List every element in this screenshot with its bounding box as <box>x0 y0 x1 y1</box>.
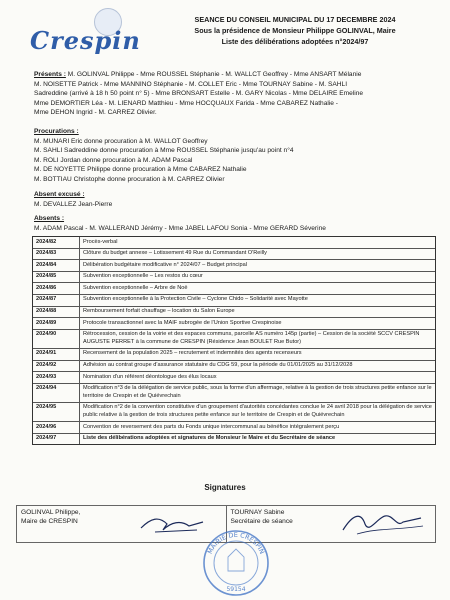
procuration-item: M. SAHLI Sadreddine donne procuration à Mme ROUSSEL Stéphanie jusqu'au point n°4 <box>34 147 294 154</box>
deliberation-number: 2024/82 <box>33 237 80 248</box>
deliberation-title: Remboursement forfait chauffage – location du Salon Europe <box>83 308 235 315</box>
presents-text: M. GOLINVAL Philippe - Mme ROUSSEL Stéphanie - M. WALLCT Geoffrey - Mme ANSART Mélanie <box>67 71 362 78</box>
deliberation-row <box>33 260 435 272</box>
procuration-item: M. ROLI Jordan donne procuration à M. ADAM Pascal <box>34 156 193 164</box>
stamp-code: 59154 <box>226 586 246 593</box>
absents-label: Absents : <box>34 215 65 222</box>
procuration-item: M. DE NOYETTE Philippe donne procuration à Mme CABAREZ Nathalie <box>34 166 247 173</box>
deliberation-row <box>33 307 435 319</box>
deliberation-number: 2024/85 <box>33 272 80 283</box>
stamp-emblem-icon <box>228 549 244 571</box>
mayor-role: Maire de CRESPIN <box>21 518 78 525</box>
excuse-section <box>34 190 434 209</box>
header-line-1: SEANCE DU CONSEIL MUNICIPAL DU 17 DECEMBRE 2024 <box>194 15 396 24</box>
deliberation-title: Recensement de la population 2025 – recrutement et indemnités des agents recenseurs <box>83 350 302 357</box>
presents-text: Mme DEHON Ingrid - M. CARREZ Olivier. <box>34 109 157 116</box>
deliberation-row <box>33 422 435 434</box>
deliberation-number: 2024/92 <box>33 361 80 372</box>
excuse-item: M. DEVALLEZ Jean-Pierre <box>34 200 113 208</box>
stamp-text: MAIRIE DE CRESPIN <box>205 530 267 556</box>
deliberation-title: Subvention exceptionnelle – Arbre de Noë <box>83 284 188 291</box>
absents-item: M. ADAM Pascal - M. WALLERAND Jérémy - Mme JABEL LAFOU Sonia - Mme GERARD Séverine <box>34 224 326 232</box>
deliberation-number: 2024/91 <box>33 349 80 360</box>
deliberation-title: Adhésion au contrat groupe d'assurance statutaire du CDG 59, pour la période du 01/01/2025 au 31/12/2028 <box>83 362 353 369</box>
signatures-title: Signatures <box>204 483 246 492</box>
deliberation-row <box>33 295 435 307</box>
deliberation-row <box>33 249 435 261</box>
deliberation-number: 2024/88 <box>33 307 80 318</box>
deliberation-title: Modification n°2 de la convention constitutive d'un groupement d'autorités concédantes conclue le 24 avril 2018 pour la délégation de service public relative à la gestion de trois structures petite enfance sur le territoire de Crespin et de Quiévrechain <box>83 404 432 418</box>
deliberation-row <box>33 237 435 249</box>
deliberation-number: 2024/96 <box>33 422 80 433</box>
deliberation-title: Liste des délibérations adoptées et signatures de Monsieur le Maire et du Secrétaire de séance <box>83 435 336 442</box>
deliberation-title: Rétrocession, cession de la voirie et des espaces communs, parcelle AS numéro 145p (partie) – Cession de la société SCCV CRESPIN AUGUSTE PERRET à la commune de CRESPIN (Résidence Jean BOULET Rue Butor) <box>83 331 420 345</box>
deliberation-row <box>33 372 435 384</box>
secretary-handwritten-signature <box>337 508 427 538</box>
deliberation-title: Nomination d'un référent déontologue des élus locaux <box>83 373 217 380</box>
deliberation-title: Subvention exceptionnelle – Les restos du cœur <box>83 273 203 280</box>
procuration-item: M. BOTTIAU Christophe donne procuration à M. CARREZ Olivier <box>34 175 225 183</box>
deliberation-number: 2024/86 <box>33 283 80 294</box>
deliberation-row <box>33 349 435 361</box>
deliberation-number: 2024/87 <box>33 295 80 306</box>
town-logo <box>14 6 141 55</box>
procurations-section <box>34 127 434 184</box>
deliberation-number: 2024/95 <box>33 403 80 421</box>
presents-section <box>34 70 434 118</box>
deliberation-title: Procès-verbal <box>83 238 118 245</box>
excuse-label: Absent excusé : <box>34 191 85 198</box>
presents-text: Mme DEMORTIER Léa - M. LIENARD Matthieu - Mme HOCQUAUX Farida - Mme CABAREZ Nathalie - <box>34 99 338 107</box>
presents-text: M. NOISETTE Patrick - Mme MANNINO Stéphanie - M. COLLET Eric - Mme TOURNAY Sabine - M. SAHLI <box>34 80 348 88</box>
deliberation-title: Délibération budgétaire modificative n° 2024/07 – Budget principal <box>83 261 247 268</box>
mayor-name: GOLINVAL Philippe, <box>21 509 81 516</box>
presents-label: Présents : <box>34 71 66 78</box>
absents-section <box>34 214 434 233</box>
procuration-item: M. MUNARI Eric donne procuration à M. WALLOT Geoffrey <box>34 137 208 145</box>
deliberation-number: 2024/84 <box>33 260 80 271</box>
logo-town-name: Crespin <box>30 26 141 55</box>
deliberation-title: Protocole transactionnel avec la MAIF subrogée de l'Union Sportive Crespinoise <box>83 319 282 326</box>
deliberation-row <box>33 384 435 403</box>
deliberation-title: Clôture du budget annexe – Lotissement 49 Rue du Commandant O'Reilly <box>83 250 267 257</box>
deliberation-row <box>33 361 435 373</box>
deliberation-number: 2024/90 <box>33 330 80 348</box>
deliberation-title: Convention de reversement des parts du Fonds unique intercommunal au bénéfice intégralement perçu <box>83 423 340 430</box>
header-line-2: Sous la présidence de Monsieur Philippe GOLINVAL, Maire <box>194 26 396 35</box>
procurations-label: Procurations : <box>34 128 79 135</box>
deliberation-title: Subvention exceptionnelle à la Protection Civile – Cyclone Chido – Solidarité avec Mayotte <box>83 296 308 303</box>
deliberation-row <box>33 330 435 349</box>
secretary-role: Secrétaire de séance <box>230 518 293 525</box>
deliberation-row <box>33 283 435 295</box>
deliberation-number: 2024/83 <box>33 249 80 260</box>
deliberation-row <box>33 403 435 422</box>
deliberations-table <box>32 236 436 445</box>
town-hall-stamp <box>200 527 272 599</box>
deliberation-row <box>33 434 435 445</box>
document-header <box>150 14 440 47</box>
mayor-handwritten-signature <box>137 510 207 536</box>
mayor-signature-cell <box>17 506 227 542</box>
svg-text:MAIRIE DE CRESPIN <box>206 531 266 555</box>
deliberation-number: 2024/93 <box>33 372 80 383</box>
deliberation-title: Modification n°3 de la délégation de service public, sous la forme d'un affermage, relative à la gestion de trois structures petite enfance sur le territoire de Crespin et de Quiévrechain <box>83 385 432 399</box>
presents-text: Sadreddine (arrivé à 18 h 50 point n° 5) - Mme BRONSART Estelle - M. GARY Nicolas - Mme DELAIRE Emeline <box>34 90 364 97</box>
presents-line <box>34 70 434 80</box>
deliberation-number: 2024/89 <box>33 318 80 329</box>
secretary-name: TOURNAY Sabine <box>230 509 285 516</box>
deliberation-number: 2024/94 <box>33 384 80 402</box>
deliberation-number: 2024/97 <box>33 434 80 445</box>
header-line-3: Liste des délibérations adoptées n°2024/97 <box>221 37 369 46</box>
deliberation-row <box>33 272 435 284</box>
deliberation-row <box>33 318 435 330</box>
